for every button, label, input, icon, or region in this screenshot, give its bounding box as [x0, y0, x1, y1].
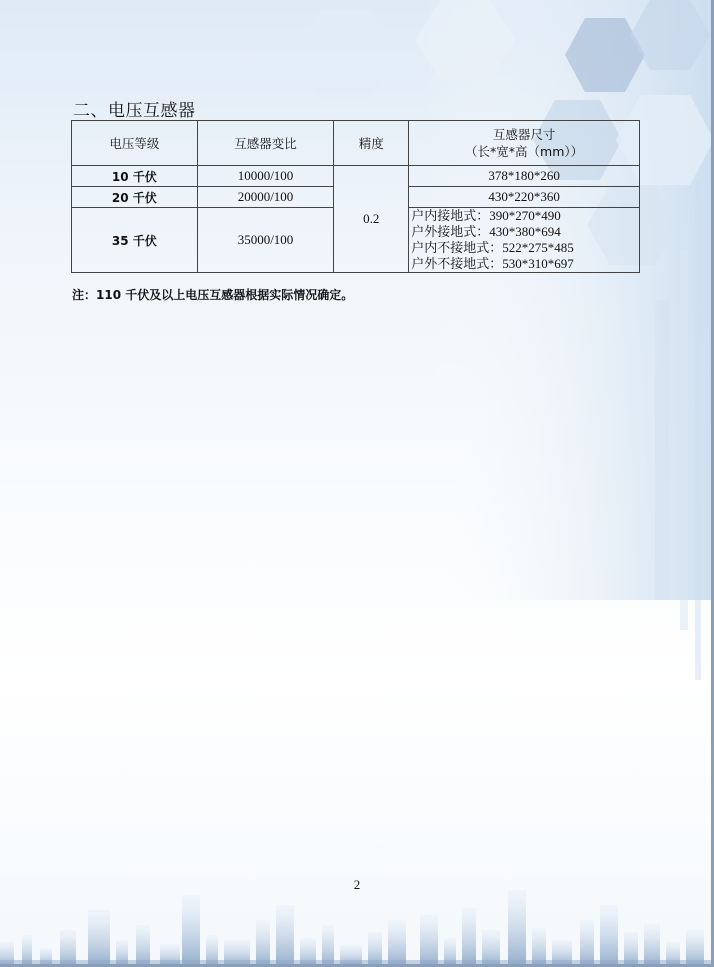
cell-level: 35 千伏 — [72, 208, 198, 273]
cell-level: 10 千伏 — [72, 166, 198, 187]
voltage-transformer-table — [71, 120, 640, 273]
section-title: 二、电压互感器 — [73, 101, 196, 121]
cell-ratio: 10000/100 — [197, 166, 334, 187]
cell-ratio: 35000/100 — [197, 208, 334, 273]
page-number: 2 — [353, 877, 361, 892]
header-ratio: 互感器变比 — [197, 121, 334, 166]
city-skyline-decoration — [0, 880, 714, 967]
header-size — [409, 121, 640, 166]
table-header-row — [72, 121, 640, 166]
table-row — [72, 166, 640, 187]
cell-ratio: 20000/100 — [197, 187, 334, 208]
header-accuracy: 精度 — [334, 121, 409, 166]
cell-level: 20 千伏 — [72, 187, 198, 208]
header-voltage-level: 电压等级 — [72, 121, 198, 166]
cell-size: 430*220*360 — [409, 187, 640, 208]
header-size-line2: （长*宽*高（mm）） — [465, 144, 584, 159]
size-line: 户内接地式：390*270*490 — [411, 208, 561, 223]
size-line: 户内不接地式：522*275*485 — [411, 240, 574, 255]
size-line: 户外不接地式：530*310*697 — [411, 256, 574, 271]
cell-size-list — [409, 208, 640, 273]
table-note: 注：110 千伏及以上电压互感器根据实际情况确定。 — [72, 288, 354, 302]
header-size-line1: 互感器尺寸 — [492, 127, 556, 142]
cell-size: 378*180*260 — [409, 166, 640, 187]
size-line: 户外接地式：430*380*694 — [411, 224, 561, 239]
cell-accuracy: 0.2 — [334, 166, 409, 273]
